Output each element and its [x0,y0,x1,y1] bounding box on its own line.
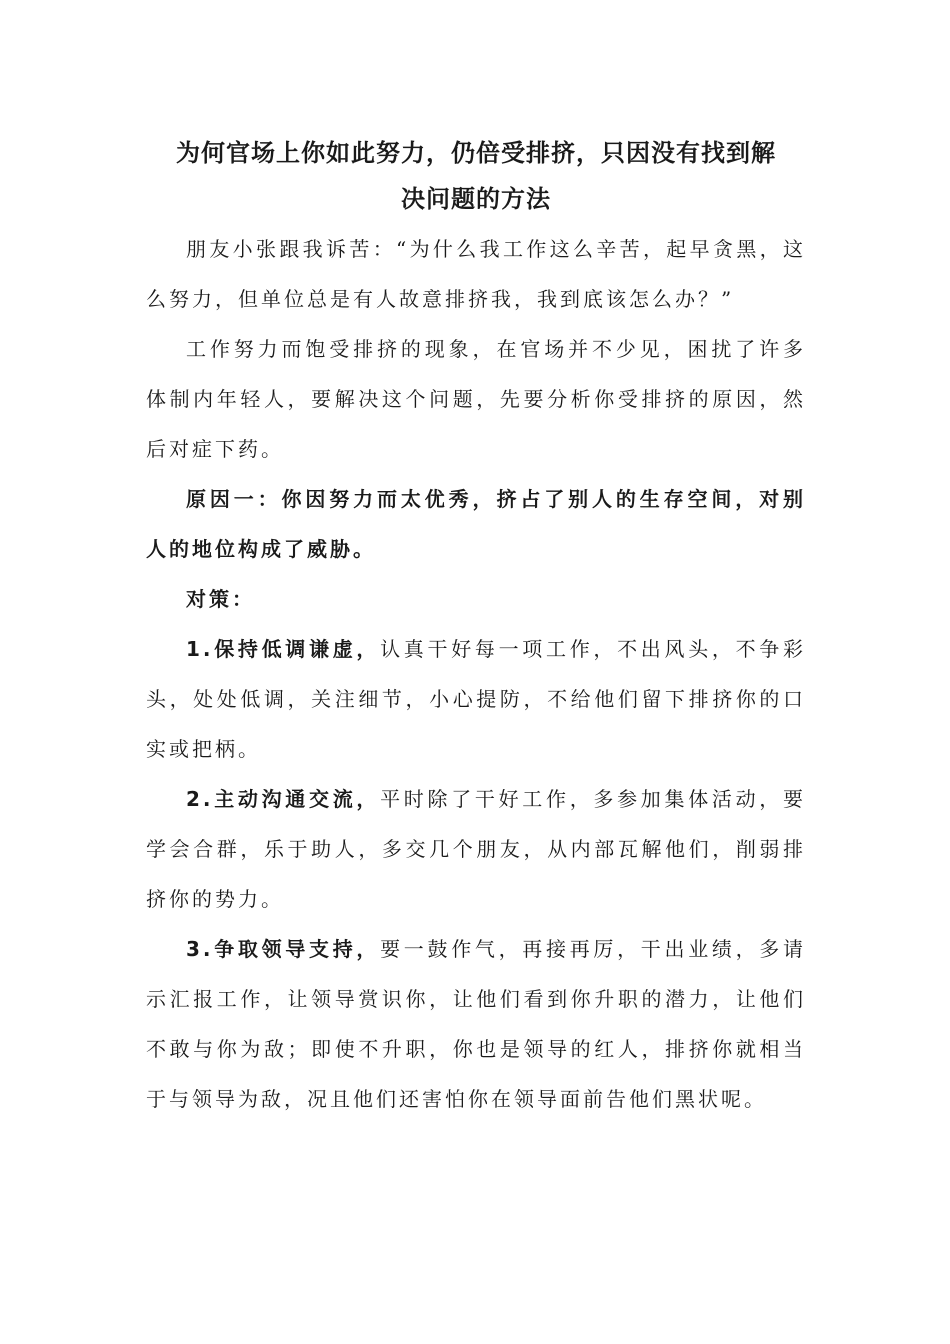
strategy-lead: 1.保持低调谦虚， [186,637,381,661]
strategy-text: 要一鼓作气，再接再厉，干出业绩，多请示汇报工作，让领导赏识你，让他们看到你升职的潜力，让他们不敢与你为敌；即使不升职，你也是领导的红人，排挤你就相当于与领导为敌，况且他们还害怕你在领导面前告他们黑状呢。 [146,937,806,1111]
strategy-item-1 [146,624,806,774]
strategy-text: 认真干好每一项工作，不出风头，不争彩头，处处低调，关注细节，小心提防，不给他们留下排挤你的口实或把柄。 [146,637,806,761]
paragraph-strategy-heading: 对策： [186,587,255,611]
paragraph-reason-one: 原因一：你因努力而太优秀，挤占了别人的生存空间，对别人的地位构成了威胁。 [146,487,806,561]
strategy-lead: 3.争取领导支持， [186,937,381,961]
strategy-lead: 2.主动沟通交流， [186,787,381,811]
strategy-text: 平时除了干好工作，多参加集体活动，要学会合群，乐于助人，多交几个朋友，从内部瓦解他们，削弱排挤你的势力。 [146,787,806,911]
title-line-1: 为何官场上你如此努力，仍倍受排挤，只因没有找到解 [176,139,776,167]
strategy-item-2 [146,774,806,924]
paragraph-complaint: 朋友小张跟我诉苦：“为什么我工作这么辛苦，起早贪黑，这么努力，但单位总是有人故意排挤我，我到底该怎么办？” [146,237,806,311]
document-page [146,130,806,1124]
strategy-item-3 [146,924,806,1124]
document-title [146,130,806,222]
title-line-2: 决问题的方法 [401,185,551,213]
paragraph-phenomenon: 工作努力而饱受排挤的现象，在官场并不少见，困扰了许多体制内年轻人，要解决这个问题，先要分析你受排挤的原因，然后对症下药。 [146,337,806,461]
